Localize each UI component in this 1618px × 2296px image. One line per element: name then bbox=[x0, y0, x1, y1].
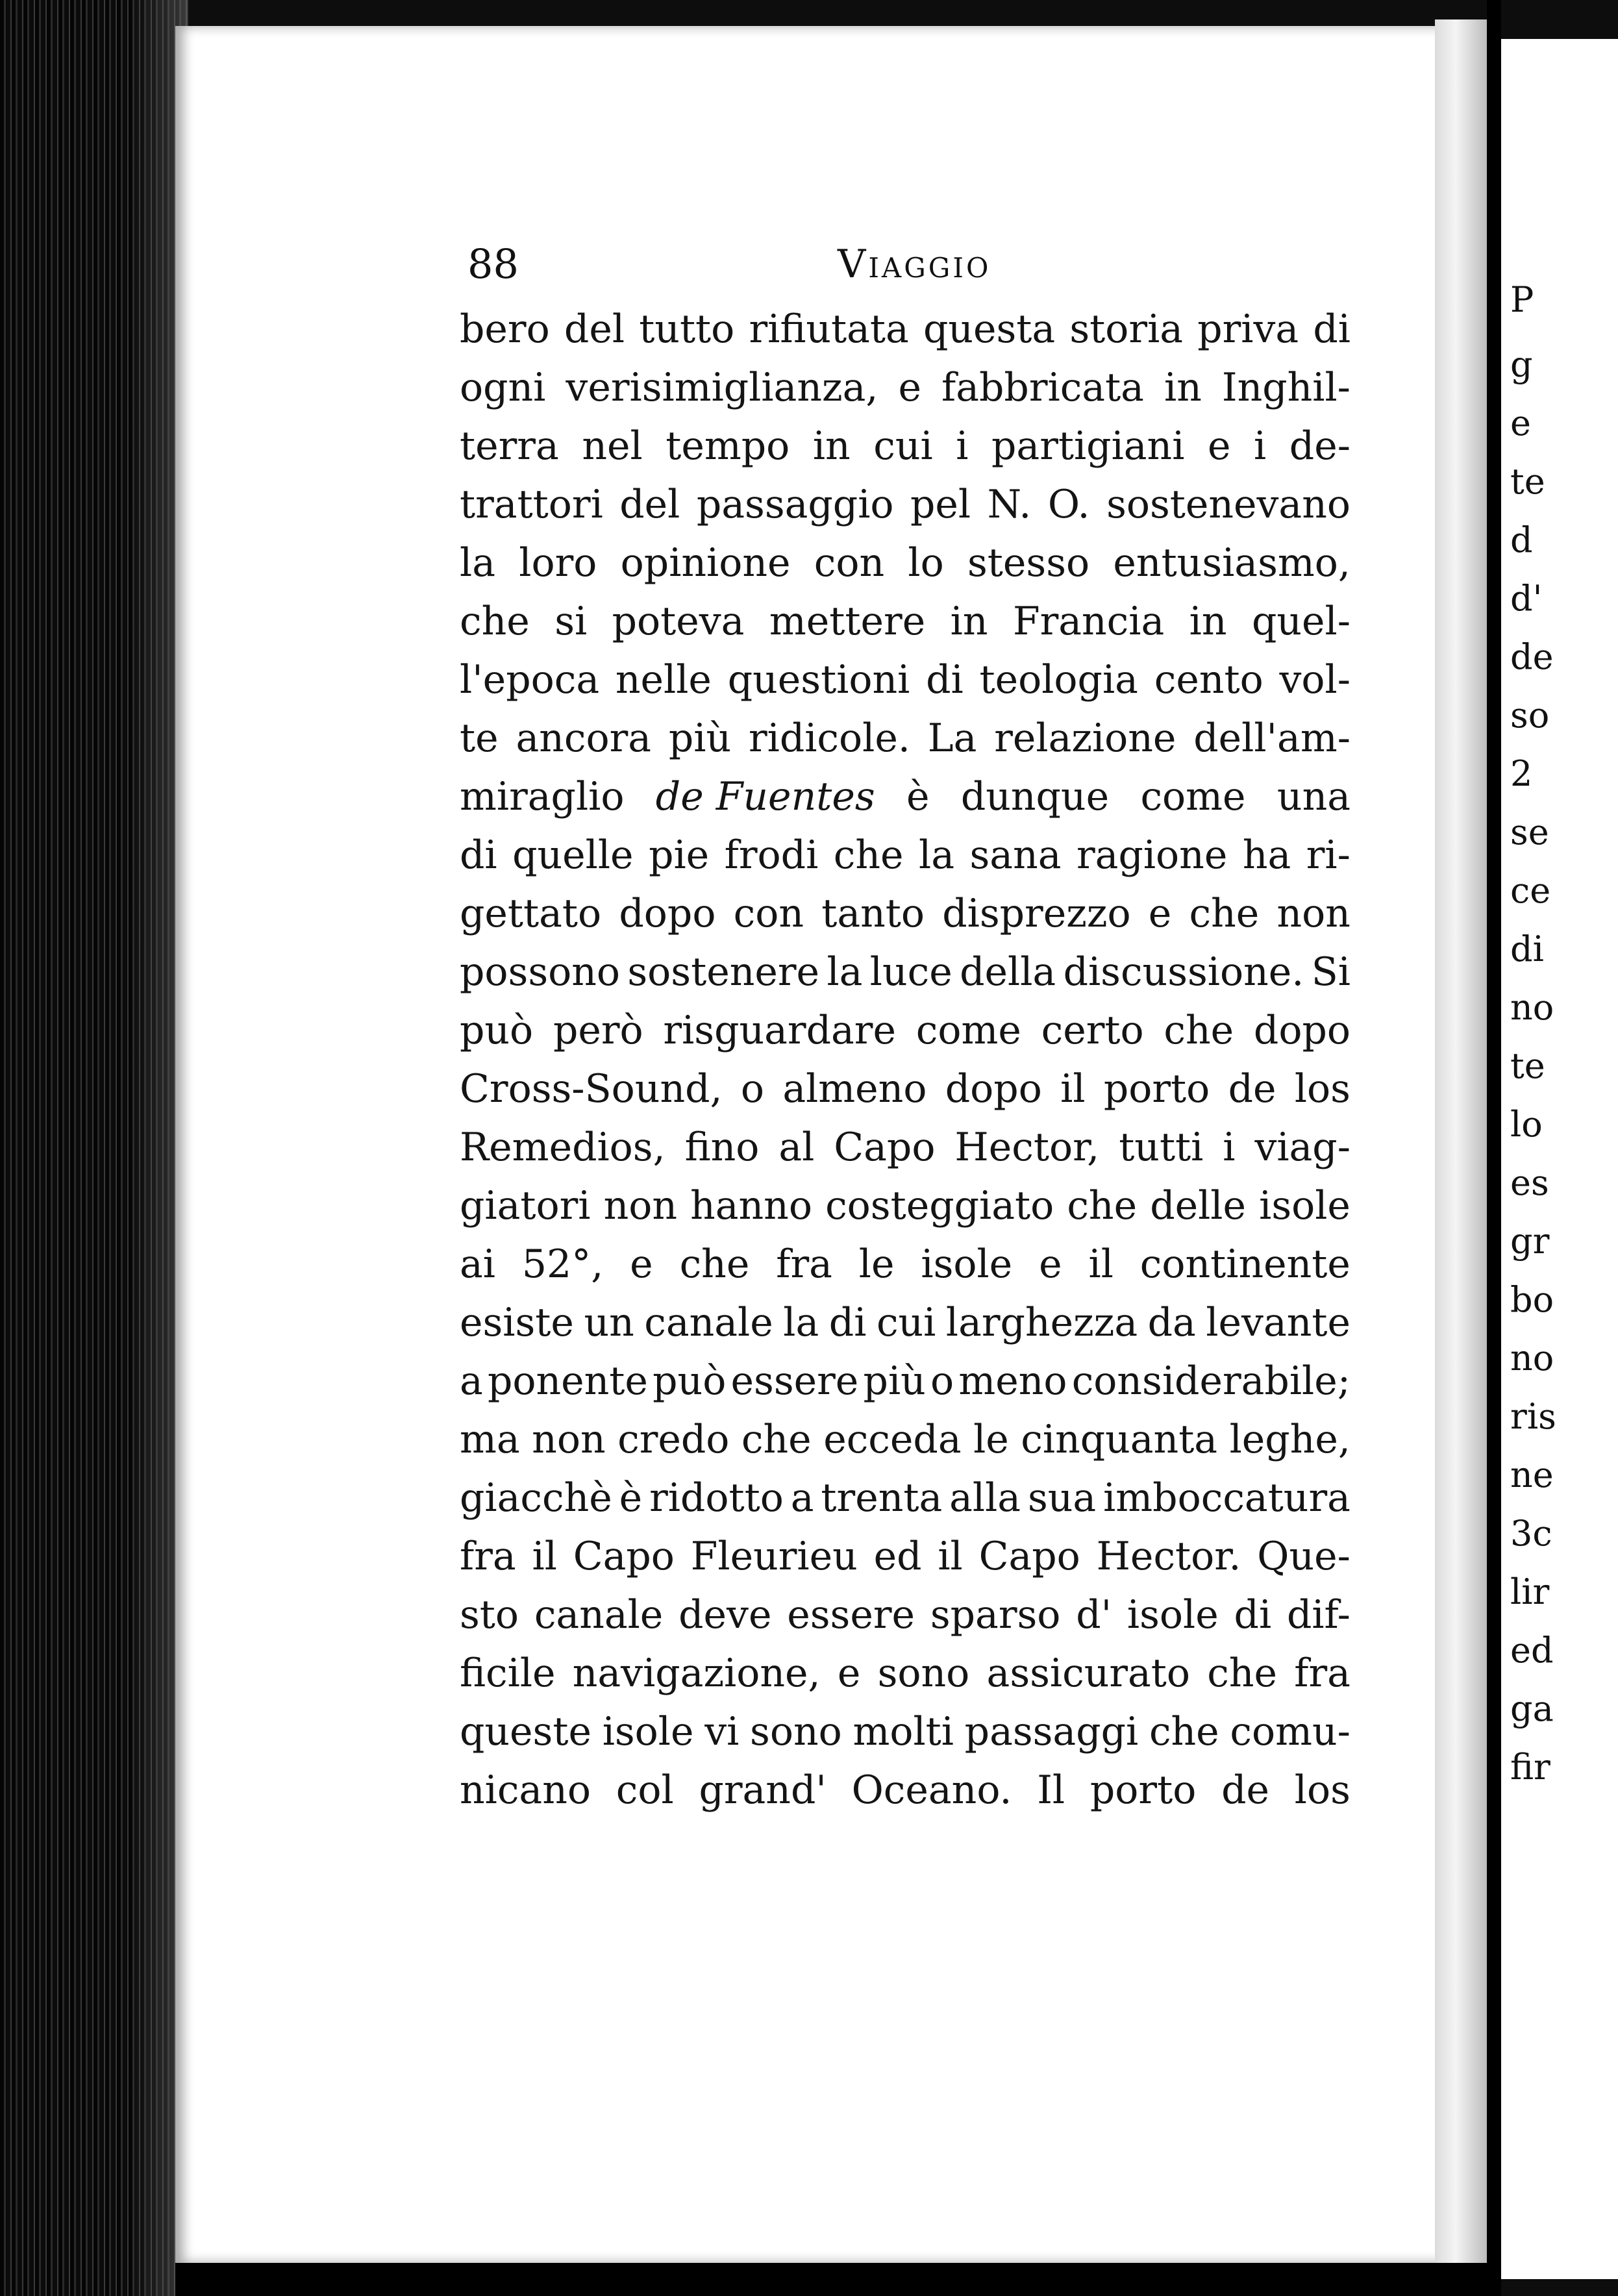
word: i bbox=[1254, 423, 1267, 469]
word: di bbox=[926, 657, 964, 703]
word: di bbox=[460, 832, 497, 878]
word: storia bbox=[1069, 306, 1184, 352]
word: risguardare bbox=[663, 1008, 896, 1053]
word: la bbox=[919, 832, 955, 878]
word: molti bbox=[853, 1709, 954, 1754]
word: la bbox=[460, 540, 495, 586]
word: la bbox=[783, 1300, 819, 1345]
word: che bbox=[460, 599, 530, 644]
word: la bbox=[827, 949, 863, 995]
facing-page-text-fragment: te bbox=[1510, 461, 1545, 502]
word: gettato bbox=[460, 891, 602, 936]
word: può bbox=[460, 1008, 534, 1053]
word: i bbox=[956, 423, 969, 469]
word: sto bbox=[460, 1592, 519, 1638]
word: sua bbox=[1027, 1475, 1097, 1521]
word: ragione bbox=[1077, 832, 1228, 878]
word: poteva bbox=[612, 599, 745, 644]
word: una bbox=[1276, 774, 1350, 819]
word: trenta bbox=[821, 1475, 943, 1521]
word: Il bbox=[1037, 1767, 1065, 1813]
facing-page-text-fragment: se bbox=[1510, 812, 1549, 853]
word: cinquanta bbox=[1021, 1417, 1218, 1462]
word: N. bbox=[987, 482, 1032, 527]
word: al bbox=[778, 1125, 815, 1170]
word: col bbox=[616, 1767, 674, 1813]
word: in bbox=[1189, 599, 1227, 644]
word: frodi bbox=[724, 832, 819, 878]
word: Cross-Sound, bbox=[460, 1066, 723, 1112]
facing-page-text-fragment: di bbox=[1510, 929, 1544, 969]
word: ai bbox=[460, 1242, 495, 1287]
facing-page-text-fragment: lo bbox=[1510, 1104, 1543, 1145]
word: sana bbox=[969, 832, 1062, 878]
word: disprezzo bbox=[942, 891, 1131, 936]
text-line bbox=[460, 599, 1350, 657]
word: isole bbox=[602, 1709, 694, 1754]
word: Remedios, bbox=[460, 1125, 666, 1170]
word: loro bbox=[519, 540, 597, 586]
word: fino bbox=[684, 1125, 760, 1170]
word: dopo bbox=[945, 1066, 1042, 1112]
word: che bbox=[1189, 891, 1260, 936]
text-line bbox=[460, 1417, 1350, 1475]
word: porto bbox=[1089, 1767, 1197, 1813]
text-line bbox=[460, 540, 1350, 599]
word: quelle bbox=[512, 832, 634, 878]
text-line bbox=[460, 1592, 1350, 1651]
text-line bbox=[460, 949, 1350, 1008]
word: il bbox=[938, 1534, 963, 1579]
word: de- bbox=[1289, 423, 1350, 469]
word: più bbox=[863, 1358, 926, 1404]
word: tempo bbox=[666, 423, 790, 469]
page-number: 88 bbox=[467, 240, 519, 288]
word: isole bbox=[1126, 1592, 1219, 1638]
facing-page-text-fragment: fir bbox=[1510, 1747, 1550, 1788]
word: Hector. bbox=[1096, 1534, 1241, 1579]
word: di bbox=[1234, 1592, 1272, 1638]
word: Capo bbox=[834, 1125, 936, 1170]
word: luce bbox=[869, 949, 952, 995]
word: los bbox=[1294, 1767, 1350, 1813]
facing-page-text-fragment: ce bbox=[1510, 870, 1551, 911]
text-line bbox=[460, 832, 1350, 891]
word: entusiasmo, bbox=[1113, 540, 1350, 586]
word: viag- bbox=[1254, 1125, 1350, 1170]
text-line bbox=[460, 1242, 1350, 1300]
word: La bbox=[927, 716, 977, 761]
word: che bbox=[1207, 1651, 1278, 1696]
word: l'epoca bbox=[460, 657, 600, 703]
word: priva bbox=[1197, 306, 1299, 352]
word: miraglio bbox=[460, 774, 625, 819]
word: mettere bbox=[769, 599, 926, 644]
word: del bbox=[619, 482, 680, 527]
word: porto bbox=[1103, 1066, 1210, 1112]
word: a bbox=[790, 1475, 814, 1521]
word: meno bbox=[958, 1358, 1067, 1404]
word: considerabile; bbox=[1071, 1358, 1350, 1404]
word: credo bbox=[617, 1417, 730, 1462]
text-line bbox=[460, 1709, 1350, 1767]
text-line bbox=[460, 716, 1350, 774]
word: o bbox=[740, 1066, 764, 1112]
word: delle bbox=[1150, 1183, 1247, 1229]
word: teologia bbox=[979, 657, 1138, 703]
word: giatori bbox=[460, 1183, 591, 1229]
word: che bbox=[679, 1242, 750, 1287]
word: non bbox=[1276, 891, 1350, 936]
word: navigazione, bbox=[572, 1651, 821, 1696]
word: rifiutata bbox=[749, 306, 909, 352]
facing-page-text-fragment: d' bbox=[1510, 578, 1543, 619]
word: con bbox=[733, 891, 804, 936]
word: come bbox=[915, 1008, 1021, 1053]
word: che bbox=[1149, 1709, 1219, 1754]
word: questioni bbox=[727, 657, 910, 703]
facing-page-text-fragment: no bbox=[1510, 1338, 1554, 1379]
facing-page-text-fragment: ed bbox=[1510, 1630, 1554, 1671]
word: in bbox=[950, 599, 988, 644]
facing-page-text-fragment: 3c bbox=[1510, 1513, 1552, 1554]
word: Si bbox=[1311, 949, 1350, 995]
word: le bbox=[858, 1242, 895, 1287]
word: fabbricata bbox=[941, 365, 1144, 410]
word: isole bbox=[921, 1242, 1013, 1287]
text-line bbox=[460, 1066, 1350, 1125]
word: il bbox=[1088, 1242, 1114, 1287]
word: canale bbox=[644, 1300, 773, 1345]
word: almeno bbox=[782, 1066, 927, 1112]
word: cui bbox=[876, 1300, 936, 1345]
word: de Fuentes bbox=[655, 774, 875, 819]
text-line bbox=[460, 1358, 1350, 1417]
word: vol- bbox=[1279, 657, 1350, 703]
word: ma bbox=[460, 1417, 520, 1462]
word: e bbox=[1148, 891, 1172, 936]
word: ogni bbox=[460, 365, 546, 410]
word: o bbox=[930, 1358, 954, 1404]
word: pel bbox=[910, 482, 971, 527]
word: Capo bbox=[573, 1534, 675, 1579]
text-line bbox=[460, 657, 1350, 716]
word: fra bbox=[460, 1534, 516, 1579]
word: in bbox=[812, 423, 851, 469]
word: trattori bbox=[460, 482, 603, 527]
word: opinione bbox=[620, 540, 791, 586]
word: e bbox=[630, 1242, 653, 1287]
word: deve bbox=[678, 1592, 772, 1638]
word: più bbox=[668, 716, 732, 761]
word: e bbox=[1207, 423, 1231, 469]
scan-bottom-border bbox=[175, 2263, 1500, 2296]
word: sostenevano bbox=[1106, 482, 1350, 527]
word: come bbox=[1140, 774, 1246, 819]
facing-page-text-fragment: ne bbox=[1510, 1454, 1554, 1495]
word: con bbox=[814, 540, 885, 586]
word: verisimiglianza, bbox=[566, 365, 878, 410]
word: Francia bbox=[1012, 599, 1165, 644]
word: sparso bbox=[930, 1592, 1061, 1638]
text-line bbox=[460, 1534, 1350, 1592]
word: di bbox=[828, 1300, 867, 1345]
word: dell'am- bbox=[1193, 716, 1350, 761]
word: si bbox=[554, 599, 588, 644]
word: te bbox=[460, 716, 499, 761]
word: Inghil- bbox=[1221, 365, 1350, 410]
word: il bbox=[1060, 1066, 1086, 1112]
word: non bbox=[603, 1183, 678, 1229]
word: fra bbox=[1294, 1651, 1350, 1696]
word: che bbox=[1067, 1183, 1138, 1229]
word: essere bbox=[730, 1358, 859, 1404]
word: è bbox=[619, 1475, 643, 1521]
facing-page-text-fragment: e bbox=[1510, 403, 1531, 443]
word: nel bbox=[582, 423, 643, 469]
word: dif- bbox=[1286, 1592, 1350, 1638]
word: alla bbox=[949, 1475, 1021, 1521]
word: cui bbox=[873, 423, 933, 469]
word: leghe, bbox=[1229, 1417, 1350, 1462]
word: 52°, bbox=[521, 1242, 604, 1287]
word: continente bbox=[1139, 1242, 1350, 1287]
word: tutto bbox=[639, 306, 735, 352]
word: imboccatura bbox=[1103, 1475, 1350, 1521]
word: può bbox=[653, 1358, 727, 1404]
word: passaggi bbox=[964, 1709, 1139, 1754]
facing-page-text-fragment: ga bbox=[1510, 1688, 1554, 1729]
word: nelle bbox=[615, 657, 712, 703]
word: cento bbox=[1154, 657, 1263, 703]
word: relazione bbox=[994, 716, 1176, 761]
word: ancora bbox=[516, 716, 652, 761]
word: Hector, bbox=[954, 1125, 1100, 1170]
word: però bbox=[553, 1008, 643, 1053]
facing-page-text-fragment: so bbox=[1510, 695, 1550, 736]
word: ficile bbox=[460, 1651, 556, 1696]
word: ecceda bbox=[823, 1417, 962, 1462]
word: un bbox=[584, 1300, 634, 1345]
facing-page-text-fragment: g bbox=[1510, 344, 1533, 385]
word: vi bbox=[704, 1709, 740, 1754]
word: Fleurieu bbox=[690, 1534, 858, 1579]
word: fra bbox=[776, 1242, 832, 1287]
text-line bbox=[460, 365, 1350, 423]
text-line bbox=[460, 1008, 1350, 1066]
word: e bbox=[1039, 1242, 1062, 1287]
text-line bbox=[460, 1300, 1350, 1358]
facing-page-text-fragment: ris bbox=[1510, 1396, 1556, 1437]
facing-page-text-fragment: gr bbox=[1510, 1221, 1550, 1262]
word: in bbox=[1164, 365, 1202, 410]
word: giacchè bbox=[460, 1475, 612, 1521]
text-line bbox=[460, 1125, 1350, 1183]
word: che bbox=[741, 1417, 812, 1462]
word: della bbox=[960, 949, 1056, 995]
word: che bbox=[1164, 1008, 1234, 1053]
word: comu- bbox=[1230, 1709, 1350, 1754]
word: sono bbox=[750, 1709, 842, 1754]
word: i bbox=[1223, 1125, 1236, 1170]
word: le bbox=[973, 1417, 1009, 1462]
word: esiste bbox=[460, 1300, 574, 1345]
word: tutti bbox=[1119, 1125, 1204, 1170]
text-line bbox=[460, 306, 1350, 365]
word: da bbox=[1147, 1300, 1196, 1345]
word: grand' bbox=[699, 1767, 827, 1813]
text-line bbox=[460, 1651, 1350, 1709]
word: non bbox=[532, 1417, 606, 1462]
word: ri- bbox=[1306, 832, 1350, 878]
word: Oceano. bbox=[851, 1767, 1012, 1813]
facing-page-text-fragment: d bbox=[1510, 519, 1533, 560]
facing-page-text-fragment: es bbox=[1510, 1162, 1549, 1203]
body-text bbox=[460, 306, 1350, 1826]
word: certo bbox=[1041, 1008, 1144, 1053]
word: tanto bbox=[821, 891, 925, 936]
word: discussione. bbox=[1063, 949, 1304, 995]
word: a bbox=[460, 1358, 483, 1404]
word: Que- bbox=[1257, 1534, 1350, 1579]
facing-page-fragment bbox=[1501, 39, 1618, 2279]
word: levante bbox=[1206, 1300, 1350, 1345]
word: nicano bbox=[460, 1767, 591, 1813]
word: canale bbox=[534, 1592, 664, 1638]
text-line bbox=[460, 891, 1350, 949]
word: e bbox=[898, 365, 921, 410]
word: costeggiato bbox=[825, 1183, 1054, 1229]
facing-page-text-fragment: de bbox=[1510, 636, 1554, 677]
word: essere bbox=[787, 1592, 915, 1638]
word: dunque bbox=[960, 774, 1110, 819]
word: passaggio bbox=[696, 482, 894, 527]
book-gutter bbox=[1487, 0, 1501, 2296]
word: stesso bbox=[967, 540, 1090, 586]
word: quel- bbox=[1251, 599, 1350, 644]
word: lo bbox=[908, 540, 944, 586]
word: pie bbox=[649, 832, 710, 878]
word: che bbox=[833, 832, 904, 878]
facing-page-text-fragment: lir bbox=[1510, 1571, 1550, 1612]
word: ha bbox=[1242, 832, 1291, 878]
word: dopo bbox=[619, 891, 716, 936]
word: Capo bbox=[978, 1534, 1080, 1579]
word: sostenere bbox=[627, 949, 820, 995]
word: larghezza bbox=[945, 1300, 1138, 1345]
word: e bbox=[837, 1651, 861, 1696]
word: bero bbox=[460, 306, 550, 352]
word: O. bbox=[1047, 482, 1090, 527]
facing-page-text-fragment: P bbox=[1510, 279, 1534, 320]
text-line bbox=[460, 774, 1350, 832]
word: ponente bbox=[487, 1358, 648, 1404]
facing-page-text-fragment: bo bbox=[1510, 1279, 1554, 1320]
facing-page-text-fragment: te bbox=[1510, 1045, 1545, 1086]
word: queste bbox=[460, 1709, 591, 1754]
word: sono bbox=[877, 1651, 970, 1696]
word: di bbox=[1313, 306, 1350, 352]
word: de bbox=[1221, 1767, 1270, 1813]
text-line bbox=[460, 1475, 1350, 1534]
word: è bbox=[906, 774, 930, 819]
word: partigiani bbox=[991, 423, 1185, 469]
word: possono bbox=[460, 949, 621, 995]
running-head: Viaggio bbox=[838, 242, 991, 287]
word: il bbox=[532, 1534, 557, 1579]
facing-page-text-fragment: no bbox=[1510, 987, 1554, 1028]
word: dopo bbox=[1253, 1008, 1350, 1053]
page-fore-edge bbox=[1435, 19, 1487, 2273]
text-line bbox=[460, 1767, 1350, 1826]
text-line bbox=[460, 482, 1350, 540]
word: ridicole. bbox=[748, 716, 910, 761]
word: ed bbox=[873, 1534, 922, 1579]
word: del bbox=[564, 306, 625, 352]
word: questa bbox=[923, 306, 1056, 352]
word: de bbox=[1228, 1066, 1276, 1112]
word: assicurato bbox=[986, 1651, 1191, 1696]
word: ridotto bbox=[649, 1475, 784, 1521]
word: hanno bbox=[690, 1183, 812, 1229]
word: isole bbox=[1259, 1183, 1350, 1229]
word: d' bbox=[1076, 1592, 1112, 1638]
text-line bbox=[460, 423, 1350, 482]
text-line bbox=[460, 1183, 1350, 1242]
facing-page-text-fragment: 2 bbox=[1510, 753, 1533, 794]
word: terra bbox=[460, 423, 559, 469]
word: los bbox=[1294, 1066, 1350, 1112]
